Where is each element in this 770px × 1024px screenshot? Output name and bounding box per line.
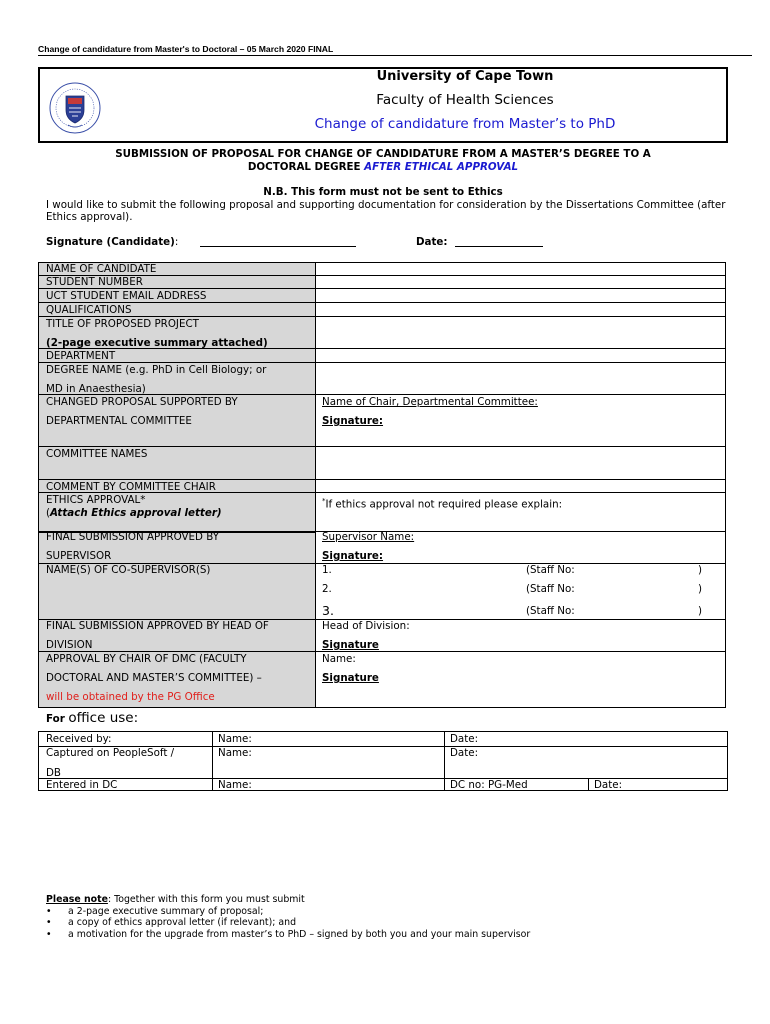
label-final-head-1: FINAL SUBMISSION APPROVED BY HEAD OF — [46, 620, 269, 632]
faculty-name: Faculty of Health Sciences — [376, 92, 554, 108]
label-student-number: STUDENT NUMBER — [46, 276, 143, 288]
note-lead: Please note — [46, 894, 108, 905]
submission-line-2-emphasis: AFTER ETHICAL APPROVAL — [364, 161, 519, 173]
office-date-2: Date: — [450, 747, 479, 759]
ethics-asterisk: * — [322, 497, 326, 505]
note-lead-rest: : Together with this form you must submit — [107, 894, 305, 905]
signature-colon: : — [174, 236, 179, 248]
cosup-staff-3: (Staff No: — [526, 605, 575, 617]
ethics-explain-text: If ethics approval not required please explain: — [325, 498, 563, 511]
office-dc-no: DC no: PG-Med — [450, 779, 528, 791]
input-department[interactable] — [316, 349, 725, 362]
uct-crest-icon — [46, 81, 104, 135]
label-dmc-2: DOCTORAL AND MASTER’S COMMITTEE) – — [46, 672, 262, 684]
row-line — [38, 707, 726, 708]
label-ethics-2 — [46, 507, 222, 519]
office-name-3: Name: — [218, 779, 252, 791]
label-supervisor-signature: Signature: — [322, 550, 384, 562]
label-head-signature: Signature — [322, 639, 379, 651]
office-use-heading — [46, 710, 138, 726]
label-dmc-signature: Signature — [322, 672, 379, 684]
office-date-3: Date: — [594, 779, 623, 791]
ethics-paren: ( — [46, 507, 51, 519]
input-student-number[interactable] — [316, 276, 725, 288]
candidate-signature-field[interactable] — [200, 246, 356, 247]
header-rule — [38, 55, 752, 56]
label-comment-chair: COMMENT BY COMMITTEE CHAIR — [46, 481, 216, 493]
label-dmc-3: will be obtained by the PG Office — [46, 691, 215, 703]
label-dmc-name: Name: — [322, 653, 356, 665]
candidate-date-label: Date: — [416, 236, 448, 248]
nb-note: N.B. This form must not be sent to Ethics — [263, 186, 503, 198]
label-final-sup-2: SUPERVISOR — [46, 550, 112, 562]
label-cosup: NAME(S) OF CO-SUPERVISOR(S) — [46, 564, 211, 576]
input-title-project[interactable] — [316, 317, 725, 348]
candidate-signature-label — [46, 236, 178, 248]
label-degree-name-2: MD in Anaesthesia) — [46, 383, 146, 395]
note-lead-line — [46, 894, 530, 906]
cosup-num-3: 3. — [322, 603, 334, 618]
label-title-project: TITLE OF PROPOSED PROJECT — [46, 318, 199, 330]
label-dmc-1: APPROVAL BY CHAIR OF DMC (FACULTY — [46, 653, 247, 665]
office-name-2: Name: — [218, 747, 252, 759]
submission-line-2-prefix: DOCTORAL DEGREE — [247, 161, 365, 173]
university-name: University of Cape Town — [376, 69, 554, 84]
label-chair-signature: Signature: — [322, 415, 384, 427]
input-qualifications[interactable] — [316, 303, 725, 316]
office-col-line — [212, 731, 213, 791]
cosup-staff-1: (Staff No: — [526, 564, 575, 576]
office-col-line — [588, 778, 589, 791]
cosup-close-1: ) — [698, 564, 703, 576]
row-line — [38, 651, 726, 652]
cosup-num-1: 1. — [322, 564, 332, 576]
label-chair-name: Name of Chair, Departmental Committee: — [322, 396, 538, 408]
office-use-text: office use: — [68, 710, 139, 726]
office-entered: Entered in DC — [46, 779, 118, 791]
please-note — [46, 894, 530, 940]
bullet-icon: • — [46, 928, 52, 940]
note-item-text: a motivation for the upgrade from master’s to PhD – signed by both you and your main supervisor — [68, 928, 531, 940]
table-left-border — [38, 262, 39, 708]
input-committee-names[interactable] — [316, 447, 725, 479]
label-department: DEPARTMENT — [46, 350, 116, 362]
cosup-num-2: 2. — [322, 583, 332, 595]
form-title: Change of candidature from Master’s to PhD — [314, 116, 616, 132]
label-changed-2: DEPARTMENTAL COMMITTEE — [46, 415, 192, 427]
label-supervisor-name: Supervisor Name: — [322, 531, 415, 543]
note-item — [46, 929, 530, 941]
submission-line-2 — [38, 161, 728, 174]
input-name-of-candidate[interactable] — [316, 263, 725, 275]
input-degree-name[interactable] — [316, 363, 725, 394]
intro-paragraph: I would like to submit the following proposal and supporting documentation for consideration by the Dissertations Committee (after Ethics approval). — [46, 199, 726, 224]
submission-heading — [38, 148, 728, 174]
signature-label-text: Signature (Candidate) — [46, 236, 175, 248]
note-item-text: a 2-page executive summary of proposal; — [68, 905, 264, 917]
office-name-1: Name: — [218, 733, 252, 745]
cosup-staff-2: (Staff No: — [526, 583, 575, 595]
input-comment-chair[interactable] — [316, 480, 725, 492]
label-final-sup-1: FINAL SUBMISSION APPROVED BY — [46, 531, 220, 543]
office-col-line — [444, 731, 445, 791]
ethics-attach-text: Attach Ethics approval letter) — [50, 507, 222, 519]
cosup-close-3: ) — [698, 605, 703, 617]
cosup-close-2: ) — [698, 583, 703, 595]
label-ethics-explain — [322, 497, 562, 510]
candidate-date-field[interactable] — [455, 246, 543, 247]
label-final-head-2: DIVISION — [46, 639, 93, 651]
office-captured-2: DB — [46, 767, 61, 779]
label-degree-name-1: DEGREE NAME (e.g. PhD in Cell Biology; or — [46, 364, 267, 376]
office-row-line — [38, 778, 728, 779]
running-header: Change of candidature from Master's to Doctoral – 05 March 2020 FINAL — [38, 44, 334, 54]
office-received: Received by: — [46, 733, 112, 745]
office-table-frame — [38, 731, 728, 791]
submission-line-1: SUBMISSION OF PROPOSAL FOR CHANGE OF CANDIDATURE FROM A MASTER’S DEGREE TO A — [115, 148, 651, 160]
office-date-1: Date: — [450, 733, 479, 745]
note-item — [46, 906, 530, 918]
label-changed-1: CHANGED PROPOSAL SUPPORTED BY — [46, 396, 238, 408]
label-email: UCT STUDENT EMAIL ADDRESS — [46, 290, 207, 302]
note-item — [46, 917, 530, 929]
office-captured-1: Captured on PeopleSoft / — [46, 747, 175, 759]
office-for: For — [46, 713, 69, 725]
label-exec-summary: (2-page executive summary attached) — [46, 337, 268, 349]
bullet-icon: • — [46, 917, 52, 928]
note-item-text: a copy of ethics approval letter (if relevant); and — [68, 917, 297, 928]
label-qualifications: QUALIFICATIONS — [46, 304, 132, 316]
label-head-division: Head of Division: — [322, 620, 410, 632]
label-committee-names: COMMITTEE NAMES — [46, 448, 148, 460]
input-email[interactable] — [316, 289, 725, 302]
label-name-of-candidate: NAME OF CANDIDATE — [46, 263, 157, 275]
label-ethics-1: ETHICS APPROVAL* — [46, 494, 146, 506]
bullet-icon: • — [46, 905, 52, 917]
